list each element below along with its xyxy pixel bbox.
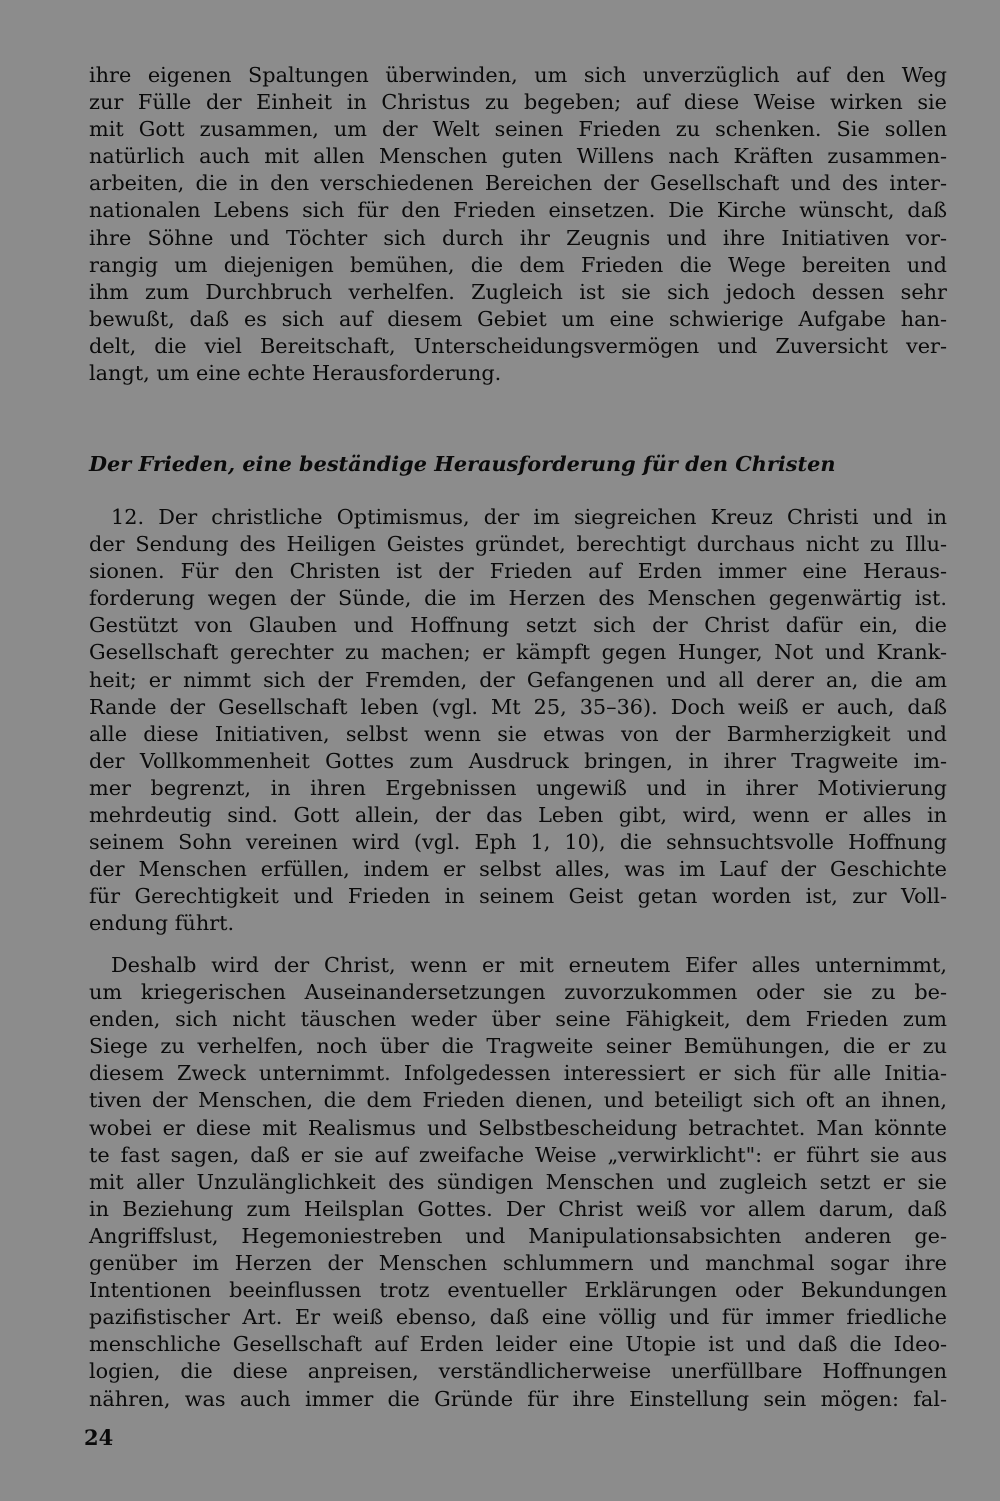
text-line: nähren, was auch immer die Gründe für ihre Einstellung sein mögen: fal- bbox=[89, 1386, 947, 1411]
text-line: bewußt, daß es sich auf diesem Gebiet um eine schwierige Aufgabe han- bbox=[89, 306, 947, 331]
text-line: enden, sich nicht täuschen weder über seine Fähigkeit, dem Frieden zum bbox=[89, 1007, 947, 1032]
text-line: rangig um diejenigen bemühen, die dem Frieden die Wege bereiten und bbox=[89, 252, 947, 277]
text-line: arbeiten, die in den verschiedenen Bereichen der Gesellschaft und des inter- bbox=[89, 171, 947, 196]
text-line: endung führt. bbox=[89, 911, 235, 936]
text-line: ihre Söhne und Töchter sich durch ihr Zeugnis und ihre Initiativen vor- bbox=[89, 225, 947, 250]
text-line: seinem Sohn vereinen wird (vgl. Eph 1, 10), die sehnsuchtsvolle Hoffnung bbox=[89, 830, 947, 855]
text-line: Gesellschaft gerechter zu machen; er kämpft gegen Hunger, Not und Krank- bbox=[89, 640, 947, 665]
text-line: in Beziehung zum Heilsplan Gottes. Der Christ weiß vor allem darum, daß bbox=[89, 1196, 947, 1221]
text-line: der Vollkommenheit Gottes zum Ausdruck bringen, in ihrer Tragweite im- bbox=[89, 748, 947, 773]
section-heading: Der Frieden, eine beständige Herausforderung für den Christen bbox=[89, 451, 836, 476]
text-line: ihre eigenen Spaltungen überwinden, um sich unverzüglich auf den Weg bbox=[89, 63, 947, 87]
text-line: mit aller Unzulänglichkeit des sündigen Menschen und zugleich setzt er sie bbox=[89, 1169, 947, 1194]
text-line: sionen. Für den Christen ist der Frieden auf Erden immer eine Heraus- bbox=[89, 559, 947, 584]
text-line: Intentionen beeinflussen trotz eventueller Erklärungen oder Bekundungen bbox=[89, 1278, 947, 1303]
text-line: nationalen Lebens sich für den Frieden einsetzen. Die Kirche wünscht, daß bbox=[89, 198, 947, 223]
text-line: langt, um eine echte Herausforderung. bbox=[89, 361, 502, 386]
text-line: Angriffslust, Hegemoniestreben und Manipulationsabsichten anderen ge- bbox=[89, 1223, 947, 1248]
text-line: Deshalb wird der Christ, wenn er mit erneutem Eifer alles unternimmt, bbox=[111, 953, 947, 977]
text-line: te fast sagen, daß er sie auf zweifache Weise „verwirklicht": er führt sie aus bbox=[89, 1142, 947, 1167]
text-line: menschliche Gesellschaft auf Erden leider eine Utopie ist und daß die Ideo- bbox=[89, 1332, 947, 1357]
text-line: natürlich auch mit allen Menschen guten Willens nach Kräften zusammen- bbox=[89, 144, 947, 169]
page-number: 24 bbox=[84, 1425, 114, 1450]
text-line: mehrdeutig sind. Gott allein, der das Leben gibt, wird, wenn er alles in bbox=[89, 803, 947, 828]
text-line: der Menschen erfüllen, indem er selbst alles, was im Lauf der Geschichte bbox=[89, 857, 947, 882]
paragraph bbox=[89, 504, 947, 938]
text-line: genüber im Herzen der Menschen schlummern und manchmal sogar ihre bbox=[89, 1251, 947, 1276]
text-line: der Sendung des Heiligen Geistes gründet, berechtigt durchaus nicht zu Illu- bbox=[89, 532, 947, 557]
text-line: alle diese Initiativen, selbst wenn sie etwas von der Barmherzigkeit und bbox=[89, 721, 947, 746]
text-line: ihm zum Durchbruch verhelfen. Zugleich ist sie sich jedoch dessen sehr bbox=[89, 279, 947, 304]
text-line: mit Gott zusammen, um der Welt seinen Frieden zu schenken. Sie sollen bbox=[89, 117, 947, 142]
text-line: wobei er diese mit Realismus und Selbstbescheidung betrachtet. Man könnte bbox=[89, 1115, 947, 1140]
text-line: um kriegerischen Auseinandersetzungen zuvorzukommen oder sie zu be- bbox=[89, 980, 947, 1005]
text-line: Gestützt von Glauben und Hoffnung setzt sich der Christ dafür ein, die bbox=[89, 613, 947, 638]
text-line: forderung wegen der Sünde, die im Herzen des Menschen gegenwärtig ist. bbox=[89, 586, 947, 611]
text-line: pazifistischer Art. Er weiß ebenso, daß eine völlig und für immer friedliche bbox=[89, 1305, 947, 1330]
paragraph bbox=[89, 62, 947, 387]
text-line: Rande der Gesellschaft leben (vgl. Mt 25, 35–36). Doch weiß er auch, daß bbox=[89, 694, 947, 719]
text-line: mer begrenzt, in ihren Ergebnissen ungewiß und in ihrer Motivierung bbox=[89, 775, 947, 800]
text-line: für Gerechtigkeit und Frieden in seinem Geist getan worden ist, zur Voll- bbox=[89, 884, 947, 909]
paragraph bbox=[89, 952, 947, 1413]
text-line: tiven der Menschen, die dem Frieden dienen, und beteiligt sich oft an ihnen, bbox=[89, 1088, 947, 1113]
text-line: diesem Zweck unternimmt. Infolgedessen interessiert er sich für alle Initia- bbox=[89, 1061, 947, 1086]
text-line: delt, die viel Bereitschaft, Unterscheidungsvermögen und Zuversicht ver- bbox=[89, 333, 947, 358]
text-line: heit; er nimmt sich der Fremden, der Gefangenen und all derer an, die am bbox=[89, 667, 947, 692]
text-line: logien, die diese anpreisen, verständlicherweise unerfüllbare Hoffnungen bbox=[89, 1359, 947, 1384]
text-line: Siege zu verhelfen, noch über die Tragweite seiner Bemühungen, die er zu bbox=[89, 1034, 947, 1059]
text-line: 12. Der christliche Optimismus, der im siegreichen Kreuz Christi und in bbox=[111, 505, 947, 529]
text-line: zur Fülle der Einheit in Christus zu begeben; auf diese Weise wirken sie bbox=[89, 90, 947, 115]
